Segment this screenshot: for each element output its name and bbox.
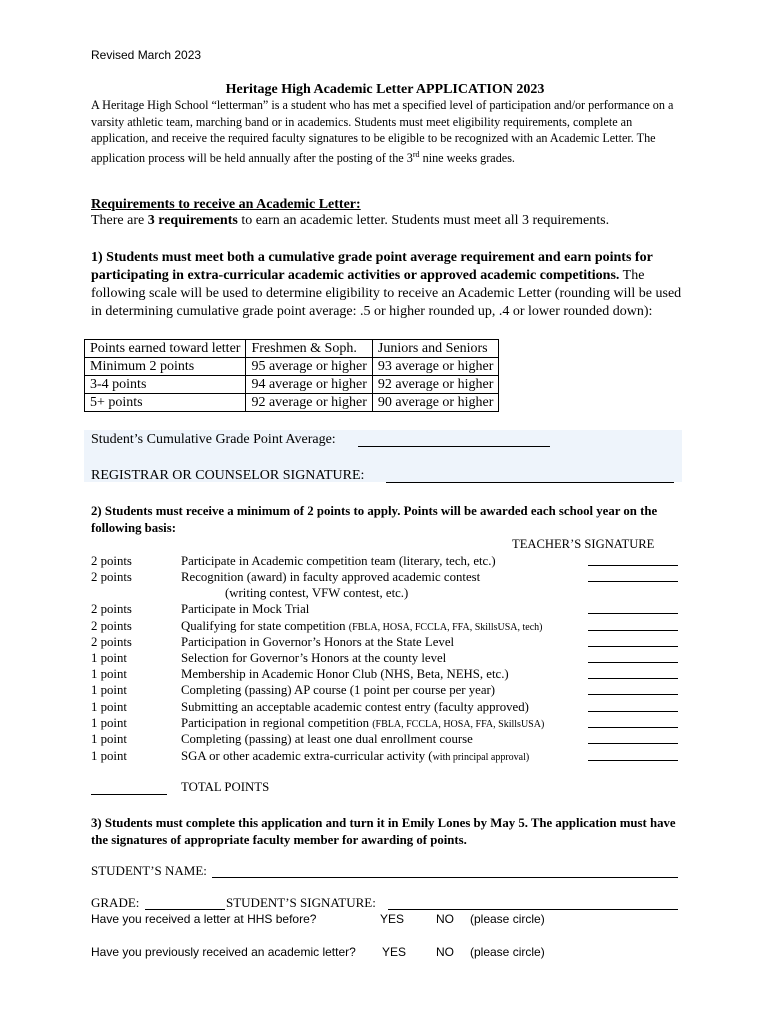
grade-label: GRADE: <box>91 895 140 910</box>
registrar-signature-field[interactable] <box>386 482 674 483</box>
eligibility-scale-table <box>84 339 499 412</box>
table-row <box>85 394 499 412</box>
teacher-signature-field[interactable] <box>588 743 678 744</box>
student-signature-field[interactable] <box>388 909 678 910</box>
points-row <box>0 715 770 731</box>
points-row <box>0 699 770 715</box>
points-row <box>0 682 770 698</box>
revised-date: Revised March 2023 <box>91 48 202 62</box>
grade-field[interactable] <box>145 909 225 910</box>
points-value: 2 points <box>91 619 132 633</box>
registrar-signature-label: REGISTRAR OR COUNSELOR SIGNATURE: <box>91 468 365 483</box>
points-value: 2 points <box>91 602 132 616</box>
points-description: Recognition (award) in faculty approved academic contest <box>181 570 481 584</box>
points-row <box>0 666 770 682</box>
table-header-cell: Freshmen & Soph. <box>246 340 372 358</box>
table-cell: 90 average or higher <box>372 394 498 412</box>
points-description: Membership in Academic Honor Club (NHS, Beta, NEHS, etc.) <box>181 667 509 681</box>
points-description: Completing (passing) AP course (1 point per course per year) <box>181 683 496 697</box>
points-row <box>0 618 770 634</box>
requirements-text <box>91 213 609 229</box>
teacher-signature-field[interactable] <box>588 694 678 695</box>
intro-superscript: rd <box>412 149 420 159</box>
table-cell: 5+ points <box>85 394 246 412</box>
points-row <box>0 553 770 569</box>
section-2-heading: 2) Students must receive a minimum of 2 points to apply. Points will be awarded each school year on the following basis: <box>91 504 658 535</box>
question-letter-before: Have you received a letter at HHS before? <box>91 912 317 926</box>
total-points-label: TOTAL POINTS <box>181 780 270 794</box>
points-row <box>0 569 770 585</box>
question-academic-letter: Have you previously received an academic letter? <box>91 945 356 959</box>
teacher-signature-header: TEACHER’S SIGNATURE <box>512 537 655 551</box>
circle-note: (please circle) <box>470 945 545 959</box>
points-value: 1 point <box>91 732 127 746</box>
table-header-cell: Points earned toward letter <box>85 340 246 358</box>
points-description: Participate in Mock Trial <box>181 602 310 616</box>
teacher-signature-field[interactable] <box>588 613 678 614</box>
points-row-continuation <box>0 585 770 601</box>
circle-note: (please circle) <box>470 912 545 926</box>
points-description: Selection for Governor’s Honors at the county level <box>181 651 447 665</box>
points-value: 1 point <box>91 716 127 730</box>
table-cell: 94 average or higher <box>246 376 372 394</box>
table-cell: 93 average or higher <box>372 358 498 376</box>
points-value: 1 point <box>91 749 127 763</box>
yes-option[interactable]: YES <box>382 945 407 959</box>
points-value: 2 points <box>91 635 132 649</box>
points-value: 1 point <box>91 667 127 681</box>
points-row <box>0 748 770 764</box>
points-row <box>0 634 770 650</box>
gpa-field[interactable] <box>358 446 550 447</box>
points-row <box>0 650 770 666</box>
no-option[interactable]: NO <box>436 912 454 926</box>
teacher-signature-field[interactable] <box>588 711 678 712</box>
section-1 <box>91 249 689 321</box>
no-option[interactable]: NO <box>436 945 454 959</box>
student-signature-label: STUDENT’S SIGNATURE: <box>226 895 376 910</box>
teacher-signature-field[interactable] <box>588 630 678 631</box>
intro-text: A Heritage High School “letterman” is a student who has met a specified level of participation and/or performance on a varsity athletic team, marching band or in academics. Students must meet eligibility requirements, complete an application, and receive the required faculty signatures to be eligible to be recognized with an Academic Letter. The application process will be held annually after the posting of the 3 <box>91 98 674 165</box>
points-row <box>0 731 770 747</box>
table-cell: 3-4 points <box>85 376 246 394</box>
points-value: 2 points <box>91 570 132 584</box>
intro-tail: nine weeks grades. <box>419 150 515 165</box>
points-value: 1 point <box>91 651 127 665</box>
yes-option[interactable]: YES <box>380 912 405 926</box>
section-3-heading: 3) Students must complete this application and turn it in Emily Lones by May 5. The application must have the signatures of appropriate faculty member for awarding of points. <box>91 816 676 847</box>
table-cell: 95 average or higher <box>246 358 372 376</box>
requirements-heading: Requirements to receive an Academic Letter: <box>91 197 361 212</box>
table-cell: Minimum 2 points <box>85 358 246 376</box>
points-description: Qualifying for state competition (FBLA, HOSA, FCCLA, FFA, SkillsUSA, tech) <box>181 619 543 633</box>
teacher-signature-field[interactable] <box>588 760 678 761</box>
points-value: 2 points <box>91 554 132 568</box>
points-row <box>0 601 770 617</box>
teacher-signature-field[interactable] <box>588 727 678 728</box>
page-title: Heritage High Academic Letter APPLICATION 2023 <box>225 82 545 97</box>
total-points-field[interactable] <box>91 794 167 795</box>
requirements-post: to earn an academic letter. Students must meet all 3 requirements. <box>237 213 610 228</box>
student-name-label: STUDENT’S NAME: <box>91 863 207 878</box>
table-cell: 92 average or higher <box>372 376 498 394</box>
points-description: Participation in Governor’s Honors at the State Level <box>181 635 455 649</box>
table-header-cell: Juniors and Seniors <box>372 340 498 358</box>
intro-paragraph <box>91 97 681 166</box>
requirements-pre: There are <box>91 213 148 228</box>
student-name-field[interactable] <box>212 877 678 878</box>
section-1-text: The following scale will be used to determine eligibility to receive an Academic Letter (rounding will be used in determining cumulative grade point average: .5 or higher rounded up, .4 or lower rounded down): <box>91 268 682 319</box>
teacher-signature-field[interactable] <box>588 678 678 679</box>
points-value: 1 point <box>91 683 127 697</box>
requirements-count: 3 requirements <box>147 213 238 228</box>
points-description: Participate in Academic competition team (literary, tech, etc.) <box>181 554 496 568</box>
table-cell: 92 average or higher <box>246 394 372 412</box>
points-value: 1 point <box>91 700 127 714</box>
teacher-signature-field[interactable] <box>588 646 678 647</box>
points-description: Submitting an acceptable academic contest entry (faculty approved) <box>181 700 529 714</box>
points-description: Completing (passing) at least one dual enrollment course <box>181 732 473 746</box>
teacher-signature-field[interactable] <box>588 581 678 582</box>
gpa-label: Student’s Cumulative Grade Point Average: <box>91 432 336 447</box>
teacher-signature-field[interactable] <box>588 565 678 566</box>
points-description: SGA or other academic extra-curricular activity (with principal approval) <box>181 749 530 763</box>
table-row <box>85 358 499 376</box>
table-row <box>85 376 499 394</box>
section-1-bold: 1) Students must meet both a cumulative grade point average requirement and earn points for participating in extra-curricular academic activities or approved academic competitions. <box>91 250 653 283</box>
table-header-row <box>85 340 499 358</box>
teacher-signature-field[interactable] <box>588 662 678 663</box>
points-description: Participation in regional competition (FBLA, FCCLA, HOSA, FFA, SkillsUSA) <box>181 716 545 730</box>
points-description: (writing contest, VFW contest, etc.) <box>225 586 409 600</box>
